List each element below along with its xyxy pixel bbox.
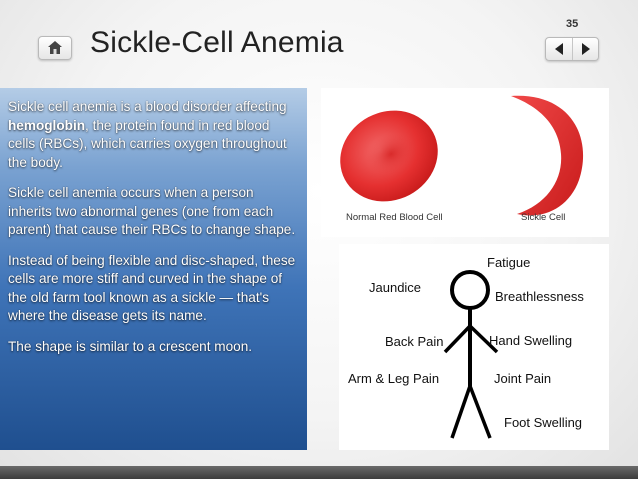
home-button[interactable] [38,36,72,60]
page-title: Sickle-Cell Anemia [90,26,344,59]
description-panel [0,88,307,450]
rbc-comparison-image [321,88,609,237]
symptom-breathlessness: Breathlessness [495,289,584,304]
symptom-hand-swelling: Hand Swelling [489,333,573,348]
sickle-cell-label: Sickle Cell [521,212,566,223]
home-icon [47,40,63,55]
normal-red-blood-cell [324,94,454,219]
sickle-cell [511,96,583,216]
symptoms-diagram [339,244,609,450]
symptom-arm-leg-pain: Arm & Leg Pain [348,371,440,386]
symptom-jaundice: Jaundice [369,280,422,295]
page-number: 35 [566,18,579,30]
bottom-bar [0,466,638,479]
normal-cell-label: Normal Red Blood Cell [346,212,443,223]
paragraph-cause: Sickle cell anemia occurs when a person inherits two abnormal genes (one from each parent) that cause their RBCs to change shape. [8,185,296,237]
hemoglobin-term: hemoglobin [8,117,86,133]
paragraph-definition-end: , the protein found in red blood cells (RBCs), which carries oxygen throughout the body. [8,117,287,170]
next-slide-button[interactable] [572,38,599,60]
paragraph-definition [8,98,297,172]
paragraph-crescent: The shape is similar to a crescent moon. [8,338,253,354]
symptom-fatigue: Fatigue [487,255,531,270]
triangle-right-icon [581,43,591,55]
previous-slide-button[interactable] [546,38,572,60]
paragraph-shape: Instead of being flexible and disc-shaped, these cells are more stiff and curved in the shape of the old farm tool known as a sickle — that's where the disease gets its name. [8,252,296,323]
symptom-back-pain: Back Pain [385,334,444,349]
triangle-left-icon [554,43,564,55]
paragraph-definition-start: Sickle cell anemia is a blood disorder affecting [8,99,287,114]
symptom-foot-swelling: Foot Swelling [504,415,583,430]
slide-navigation [545,37,599,61]
symptom-joint-pain: Joint Pain [494,371,552,386]
